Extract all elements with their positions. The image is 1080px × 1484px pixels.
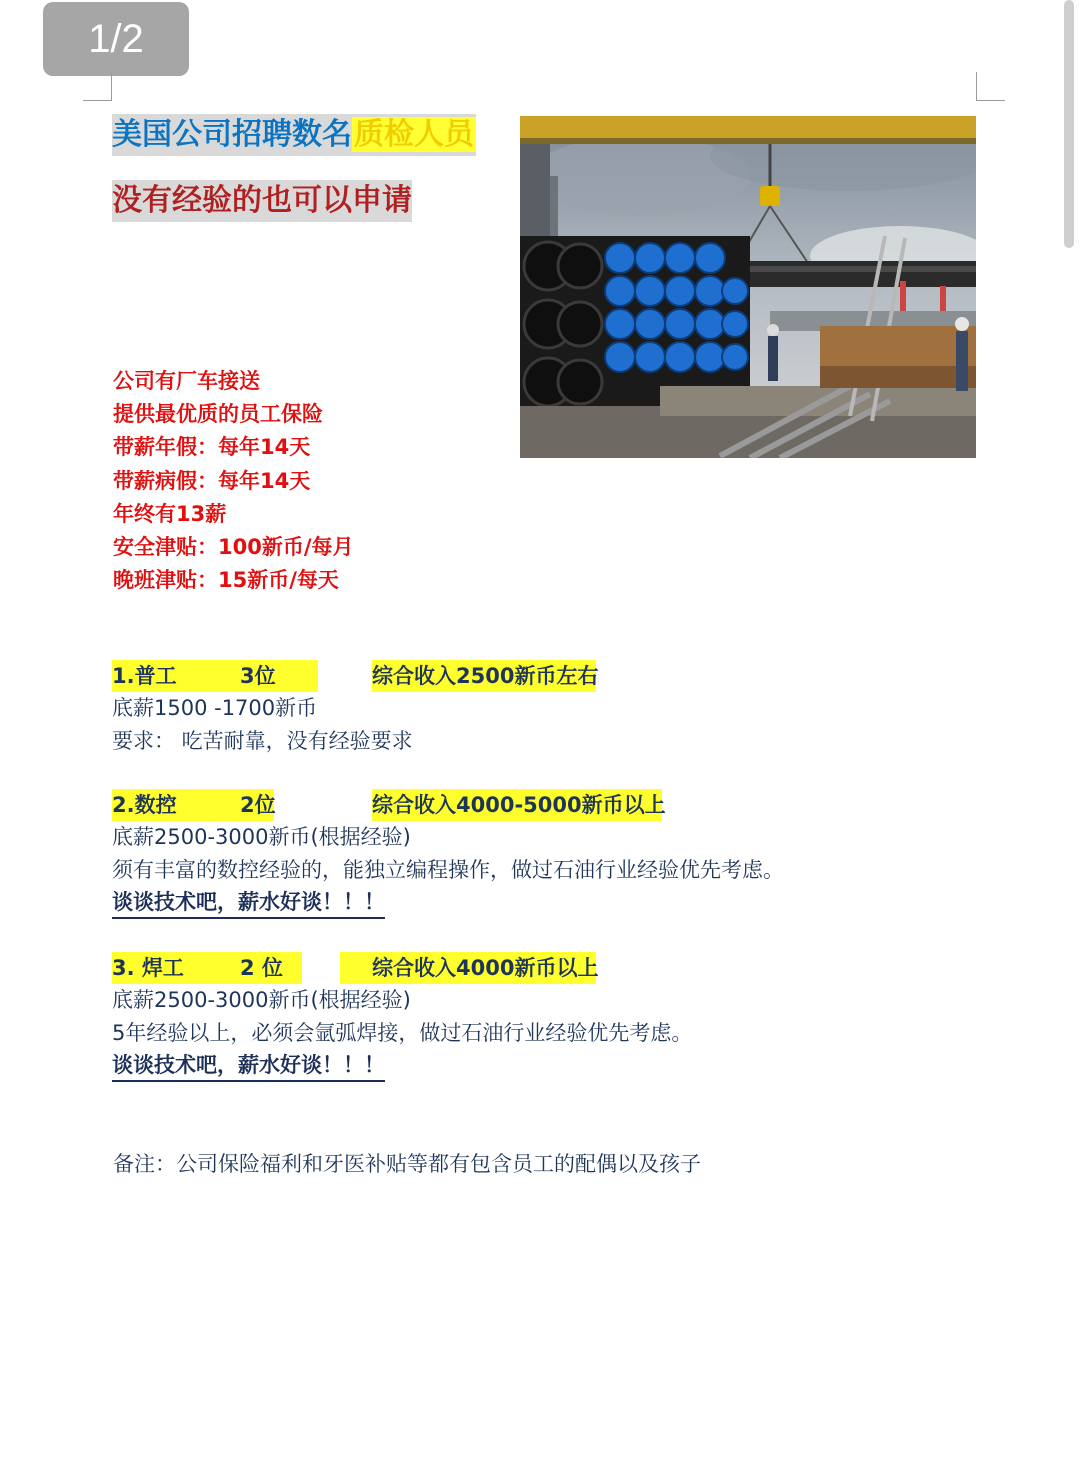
job-header [112, 952, 692, 984]
job-listing-cnc [112, 789, 784, 919]
job-title: 2.数控 [112, 793, 177, 817]
job-listing-general-worker [112, 660, 599, 757]
vertical-scrollbar[interactable] [1064, 0, 1074, 248]
subheadline: 没有经验的也可以申请 [112, 180, 412, 222]
job-income: 综合收入4000新币以上 [372, 956, 599, 980]
headline [112, 114, 476, 156]
photo-pipes-crane [520, 116, 976, 458]
benefit-item: 晚班津贴：15新币/每天 [113, 568, 339, 593]
job-title: 3. 焊工 [112, 956, 184, 980]
page-indicator: 1/2 [43, 2, 189, 76]
job-cta: 谈谈技术吧，薪水好谈！！！ [112, 888, 385, 919]
job-listing-welder [112, 952, 692, 1082]
headline-highlight: 质检人员 [354, 117, 474, 152]
job-title: 1.普工 [112, 664, 177, 688]
benefit-item: 带薪病假：每年14天 [113, 468, 311, 493]
benefit-item: 安全津贴：100新币/每月 [113, 535, 354, 560]
job-income: 综合收入2500新币左右 [372, 664, 599, 688]
job-cta: 谈谈技术吧，薪水好谈！！！ [112, 1051, 385, 1082]
job-count: 2 位 [240, 956, 283, 980]
job-income: 综合收入4000-5000新币以上 [372, 793, 666, 817]
headline-main: 美国公司招聘数名 [112, 117, 352, 152]
benefits-list [113, 365, 354, 597]
job-requirement: 5年经验以上，必须会氩弧焊接，做过石油行业经验优先考虑。 [112, 1020, 693, 1045]
job-salary: 底薪1500 -1700新币 [112, 696, 318, 720]
benefit-item: 年终有13薪 [113, 501, 227, 526]
job-salary: 底薪2500-3000新币(根据经验) [112, 825, 411, 849]
benefit-item: 提供最优质的员工保险 [113, 402, 323, 427]
crop-mark-top-left [83, 72, 112, 101]
benefit-item: 带薪年假：每年14天 [113, 435, 311, 460]
job-requirement: 要求： 吃苦耐靠，没有经验要求 [112, 728, 413, 753]
pipes-crane-illustration [520, 116, 976, 458]
job-count: 2位 [240, 793, 276, 817]
job-salary: 底薪2500-3000新币(根据经验) [112, 988, 411, 1012]
job-count: 3位 [240, 664, 276, 688]
benefit-item: 公司有厂车接送 [113, 369, 260, 393]
job-header [112, 789, 784, 821]
crop-mark-top-right [976, 72, 1005, 101]
footnote: 备注：公司保险福利和牙医补贴等都有包含员工的配偶以及孩子 [113, 1152, 701, 1176]
job-requirement: 须有丰富的数控经验的，能独立编程操作，做过石油行业经验优先考虑。 [112, 857, 784, 882]
job-header [112, 660, 599, 692]
